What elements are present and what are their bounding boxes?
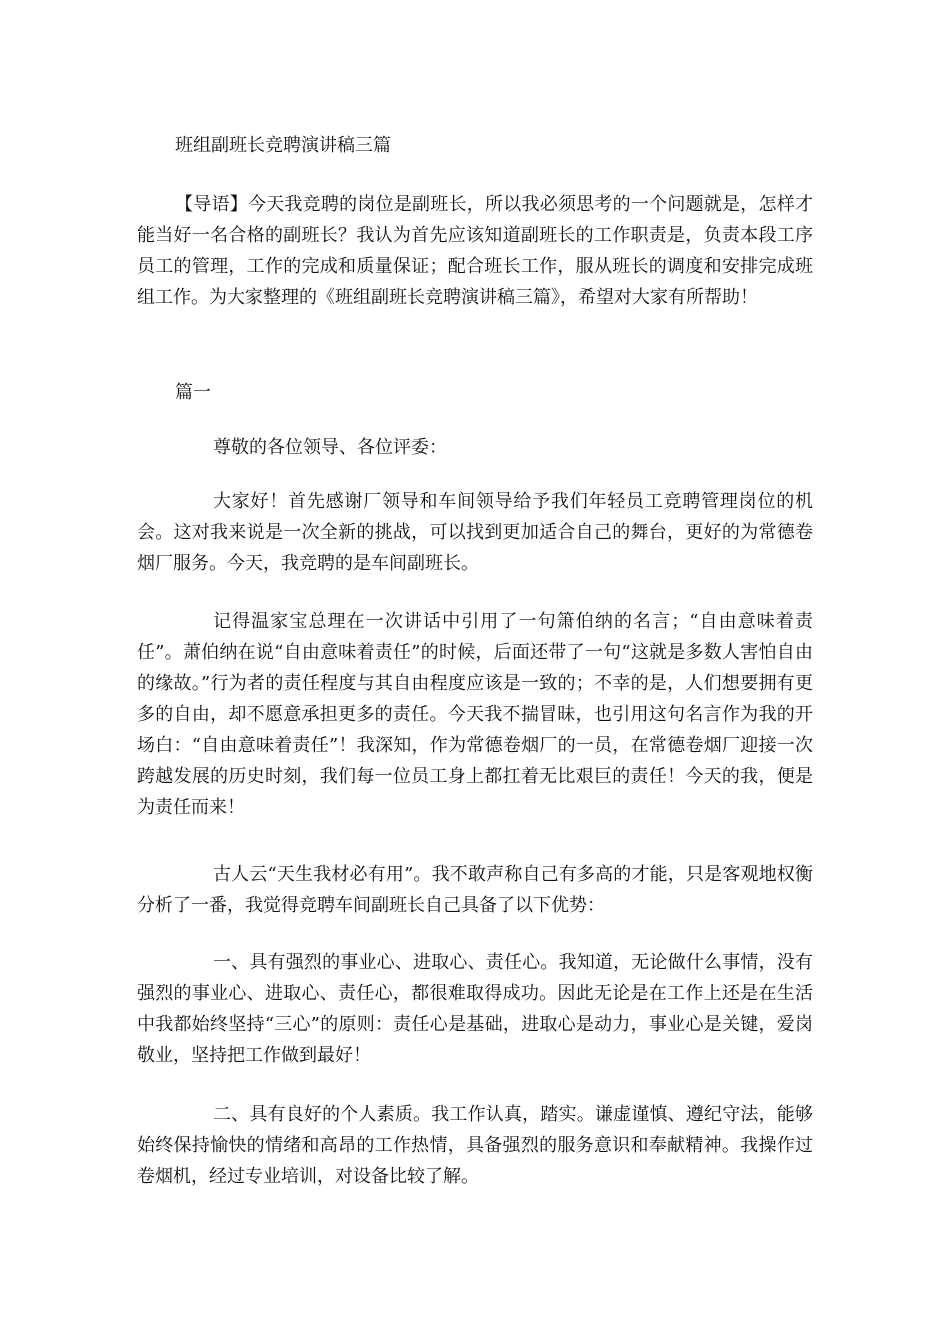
body-paragraph-4: 一、具有强烈的事业心、进取心、责任心。我知道，无论做什么事情，没有强烈的事业心、进取心、责任心，都很难取得成功。因此无论是在工作上还是在生活中我都始终坚持“三心”的原则：责任心是基础，进取心是动力，事业心是关键，爱岗敬业，坚持把工作做到最好！ <box>137 952 813 1066</box>
intro-paragraph: 【导语】今天我竞聘的岗位是副班长，所以我必须思考的一个问题就是，怎样才能当好一名合格的副班长？我认为首先应该知道副班长的工作职责是，负责本段工序员工的管理，工作的完成和质量保证；配合班长工作，服从班长的调度和安排完成班组工作。为大家整理的《班组副班长竞聘演讲稿三篇》，希望对大家有所帮助！ <box>137 194 813 308</box>
body-paragraph-3: 古人云“天生我材必有用”。我不敢声称自己有多高的才能，只是客观地权衡分析了一番，我觉得竞聘车间副班长自己具备了以下优势： <box>137 864 813 916</box>
document-title: 班组副班长竞聘演讲稿三篇 <box>175 135 391 156</box>
section-heading: 篇一 <box>175 382 211 403</box>
salutation: 尊敬的各位领导、各位评委： <box>213 437 447 458</box>
body-paragraph-1: 大家好！首先感谢厂领导和车间领导给予我们年轻员工竞聘管理岗位的机会。这对我来说是一次全新的挑战，可以找到更加适合自己的舞台，更好的为常德卷烟厂服务。今天，我竞聘的是车间副班长。 <box>137 491 813 574</box>
body-paragraph-2: 记得温家宝总理在一次讲话中引用了一句箫伯纳的名言；“自由意味着责任”。萧伯纳在说“自由意味着责任”的时候，后面还带了一句“这就是多数人害怕自由的缘故。”行为者的责任程度与其自由程度应该是一致的；不幸的是，人们想要拥有更多的自由，却不愿意承担更多的责任。今天我不揣冒昧，也引用这句名言作为我的开场白：“自由意味着责任”！我深知，作为常德卷烟厂的一员，在常德卷烟厂迎接一次跨越发展的历史时刻，我们每一位员工身上都扛着无比艰巨的责任！今天的我，便是为责任而来！ <box>137 611 813 818</box>
body-paragraph-5: 二、具有良好的个人素质。我工作认真，踏实。谦虚谨慎、遵纪守法，能够始终保持愉快的情绪和高昂的工作热情，具备强烈的服务意识和奉献精神。我操作过卷烟机，经过专业培训，对设备比较了解。 <box>137 1104 813 1187</box>
